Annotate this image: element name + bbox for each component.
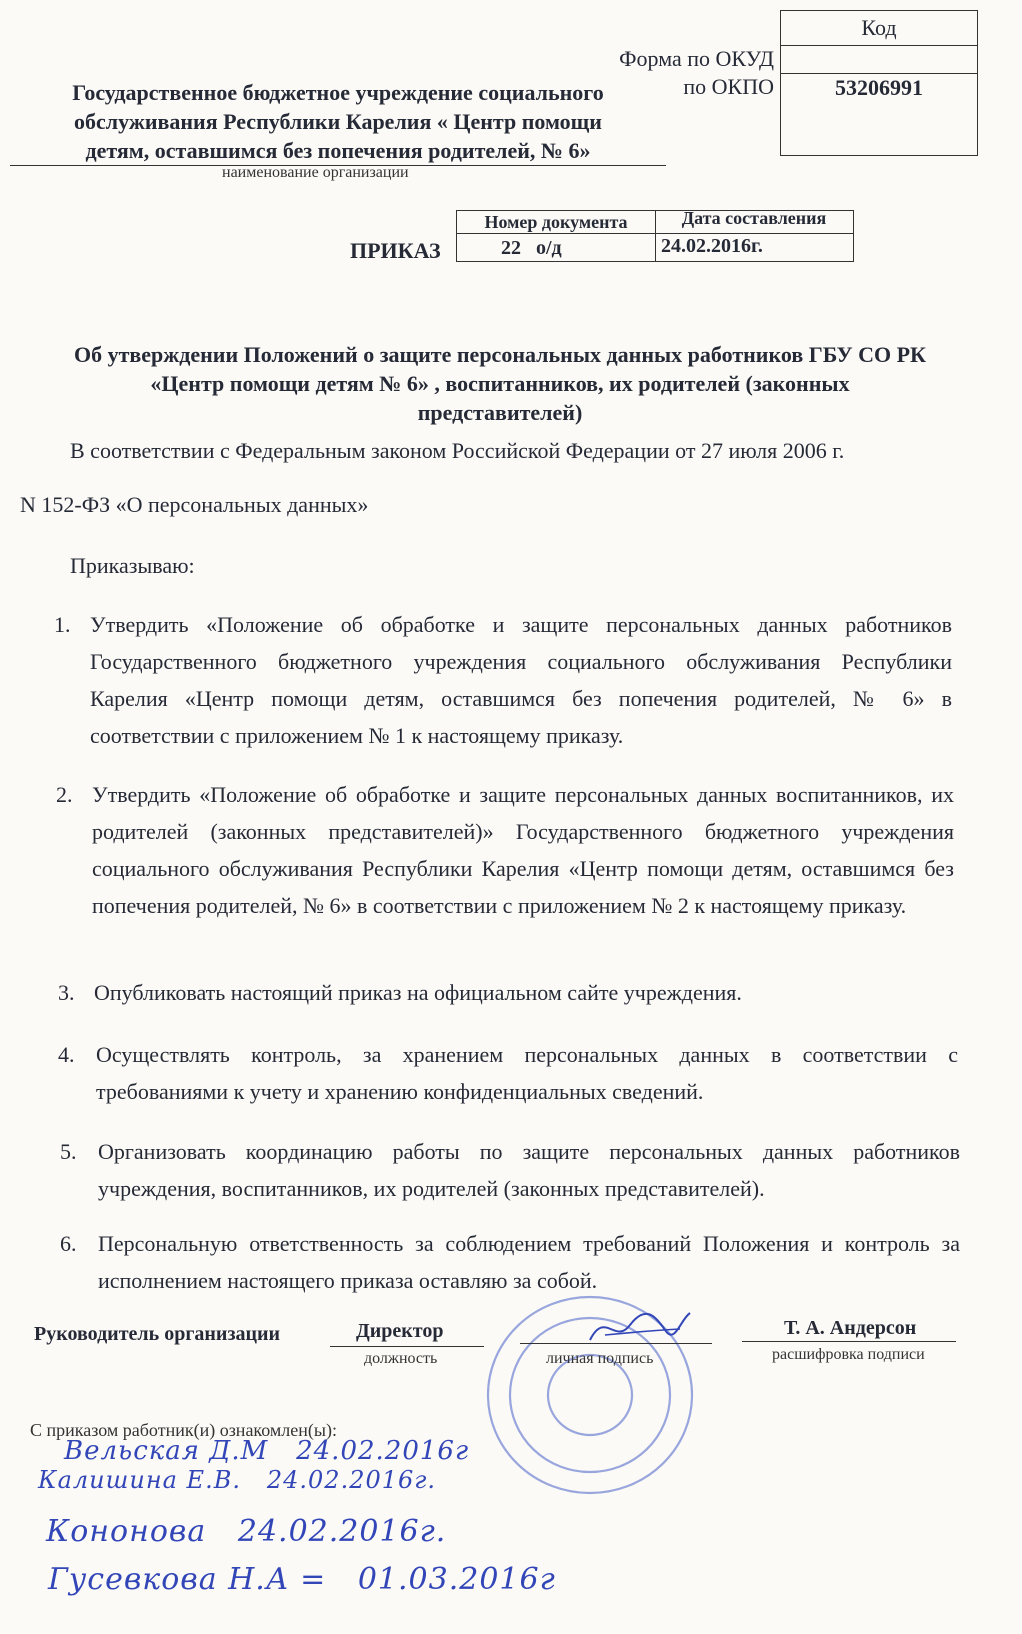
doc-number-table xyxy=(456,210,854,262)
item-number: 2. xyxy=(56,782,73,807)
list-item: Утвердить «Положение об обработке и защите персональных данных воспитанников, их родителей (законных представителей)» Государственного бюджетного учреждения социального обслуживания Республики Карелия «Центр помощи детям, оставшимся без попечения родителей, № 6» в соответствии с приложением № 2 к настоящему приказу. xyxy=(92,782,954,918)
acquaintance-entry: Калишина Е.В. 24.02.2016г. xyxy=(38,1466,437,1494)
doc-date: 24.02.2016г. xyxy=(661,235,763,257)
order-label: ПРИКАЗ xyxy=(350,238,441,263)
name-caption: расшифровка подписи xyxy=(772,1346,925,1363)
organization-name xyxy=(10,78,666,166)
organization-name-line3: детям, оставшимся без попечения родителей, № 6» xyxy=(85,138,591,163)
document-title-line2: «Центр помощи детям № 6» , воспитанников, их родителей (законных xyxy=(150,371,850,396)
list-item: Осуществлять контроль, за хранением персональных данных в соответствии с требованиями к учету и хранению конфиденциальных сведений. xyxy=(96,1042,958,1104)
organization-name-line1: Государственное бюджетное учреждение социального xyxy=(72,80,604,105)
item-number: 6. xyxy=(60,1231,77,1256)
okud-label: Форма по ОКУД xyxy=(619,46,774,71)
signature-caption: личная подпись xyxy=(546,1350,654,1367)
code-box xyxy=(780,10,978,156)
signer-name: Т. А. Андерсон xyxy=(784,1317,917,1339)
organization-caption: наименование организации xyxy=(222,164,409,181)
doc-table-vline xyxy=(655,211,656,261)
doc-number-header: Номер документа xyxy=(484,212,628,232)
code-divider-1 xyxy=(781,45,977,46)
document-title-line1: Об утверждении Положений о защите персональных данных работников ГБУ СО РК xyxy=(73,342,927,367)
list-item: Утвердить «Положение об обработке и защите персональных данных работников Государственного бюджетного учреждения социального обслуживания Республики Карелия «Центр помощи детям, оставшимся без попечения родителей, № 6» в соответствии с приложением № 1 к настоящему приказу. xyxy=(90,612,952,748)
acquaintance-entry: Кононова 24.02.2016г. xyxy=(46,1514,447,1549)
preamble-line2: N 152-ФЗ «О персональных данных» xyxy=(20,492,369,517)
acquaintance-label: С приказом работник(и) ознакомлен(ы): xyxy=(30,1420,337,1440)
handwritten-signature xyxy=(585,1305,695,1350)
okpo-value: 53206991 xyxy=(835,75,923,100)
position-line xyxy=(330,1346,484,1347)
list-item: Организовать координацию работы по защите персональных данных работников учреждения, воспитанников, их родителей (законных представителей). xyxy=(98,1139,960,1201)
item-number: 4. xyxy=(58,1042,75,1067)
list-item: Персональную ответственность за соблюдением требований Положения и контроль за исполнением настоящего приказа оставляю за собой. xyxy=(98,1231,960,1293)
item-number: 1. xyxy=(54,612,71,637)
list-item: Опубликовать настоящий приказ на официальном сайте учреждения. xyxy=(94,980,742,1005)
organization-name-line2: обслуживания Республики Карелия « Центр помощи xyxy=(74,109,602,134)
okpo-label: по ОКПО xyxy=(683,74,774,99)
document-title-line3: представителей) xyxy=(417,400,583,425)
role-label: Руководитель организации xyxy=(34,1323,281,1345)
document-title xyxy=(0,340,1000,427)
item-number: 5. xyxy=(60,1139,77,1164)
order-word: Приказываю: xyxy=(70,553,195,578)
code-header: Код xyxy=(861,15,897,40)
item-number: 3. xyxy=(58,980,75,1005)
doc-date-header: Дата составления xyxy=(681,208,827,228)
name-line xyxy=(742,1341,956,1342)
acquaintance-entry: Гусевкова Н.А = 01.03.2016г xyxy=(48,1562,556,1597)
code-divider-2 xyxy=(781,73,977,74)
doc-number: 22 о/д xyxy=(501,237,562,259)
preamble-line1: В соответствии с Федеральным законом Российской Федерации от 27 июля 2006 г. xyxy=(70,438,845,463)
position-value: Директор xyxy=(356,1320,444,1342)
position-caption: должность xyxy=(364,1350,438,1367)
acquaintance-entry: Вельская Д.М 24.02.2016г xyxy=(64,1436,470,1466)
